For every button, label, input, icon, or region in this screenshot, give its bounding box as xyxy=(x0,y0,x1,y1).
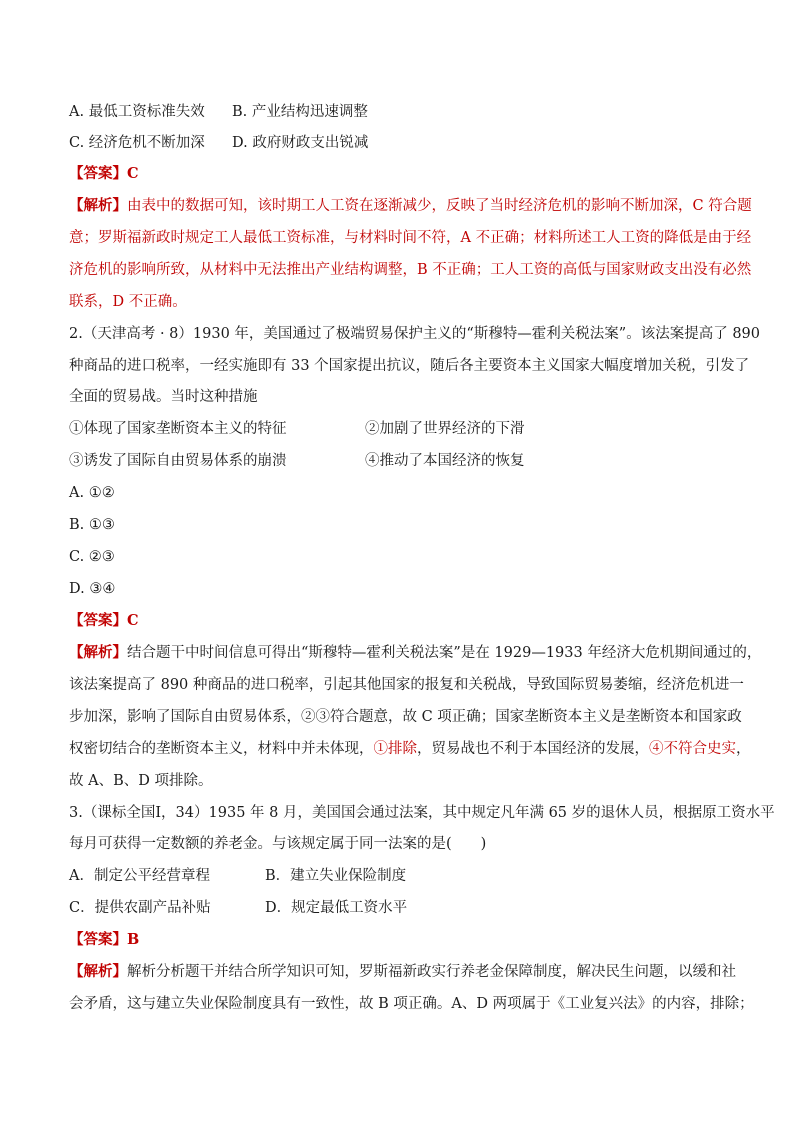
analysis-tag: 【解析】 xyxy=(69,644,127,661)
q3-analysis-line-2: 会矛盾，这与建立失业保险制度具有一致性，故 B 项正确。A、D 两项属于《工业复兴法》的内容，排除； xyxy=(69,996,754,1012)
answer-tag: 【答案】 xyxy=(69,612,127,629)
q1-option-c: C. 经济危机不断加深 xyxy=(69,135,205,151)
q1-option-d: D. 政府财政支出锐减 xyxy=(232,135,369,151)
q1-analysis-line-1: 【解析】由表中的数据可知，该时期工人工资在逐渐减少，反映了当时经济危机的影响不断加深，C 符合题 xyxy=(69,197,752,214)
q2-stem-line-3: 全面的贸易战。当时这种措施 xyxy=(69,389,258,405)
q3-option-a: A．制定公平经营章程 xyxy=(69,868,210,884)
analysis-tag: 【解析】 xyxy=(69,197,127,214)
q1-analysis-line-2: 意；罗斯福新政时规定工人最低工资标准，与材料时间不符，A 不正确；材料所述工人工资的降低是由于经 xyxy=(69,230,752,246)
q1-analysis-line-3: 济危机的影响所致，从材料中无法推出产业结构调整，B 不正确；工人工资的高低与国家财政支出没有必然 xyxy=(69,262,752,278)
q3-answer xyxy=(69,930,139,950)
q2-option-b: B. ①③ xyxy=(69,517,115,533)
answer-value: C xyxy=(127,165,139,182)
q2-option-a: A. ①② xyxy=(69,485,115,501)
q2-analysis-line-4: 权密切结合的垄断资本主义，材料中并未体现，①排除，贸易战也不利于本国经济的发展，④不符合史实， xyxy=(69,741,751,757)
q2-analysis-line-3: 步加深，影响了国际自由贸易体系，②③符合题意，故 C 项正确；国家垄断资本主义是垄断资本和国家政 xyxy=(69,709,742,725)
red-highlight: ①排除 xyxy=(373,741,417,757)
q2-answer xyxy=(69,611,139,631)
q1-options-row-2 xyxy=(69,133,369,153)
answer-tag: 【答案】 xyxy=(69,931,127,948)
q2-item-4: ④推动了本国经济的恢复 xyxy=(365,453,525,469)
q2-option-c: C. ②③ xyxy=(69,549,115,565)
q1-answer xyxy=(69,164,139,184)
q1-option-b: B. 产业结构迅速调整 xyxy=(232,104,368,120)
q2-stem-line-1: 2.（天津高考 · 8）1930 年，美国通过了极端贸易保护主义的“斯穆特—霍利关税法案”。该法案提高了 890 xyxy=(69,326,761,342)
q3-stem-line-1: 3.（课标全国Ⅰ，34）1935 年 8 月，美国国会通过法案，其中规定凡年满 65 岁的退休人员，根据原工资水平 xyxy=(69,805,775,821)
q1-option-a: A. 最低工资标准失效 xyxy=(69,104,205,120)
q3-option-c: C．提供农副产品补贴 xyxy=(69,900,211,916)
q2-stem-line-2: 种商品的进口税率，一经实施即有 33 个国家提出抗议，随后各主要资本主义国家大幅度增加关税，引发了 xyxy=(69,358,750,374)
q3-analysis-line-1: 【解析】解析分析题干并结合所学知识可知，罗斯福新政实行养老金保障制度，解决民生问题，以缓和社 xyxy=(69,963,736,980)
q1-options-row-1 xyxy=(69,102,368,122)
q2-option-d: D. ③④ xyxy=(69,581,116,597)
q2-analysis-line-2: 该法案提高了 890 种商品的进口税率，引起其他国家的报复和关税战，导致国际贸易萎缩，经济危机进一 xyxy=(69,677,744,693)
q1-analysis-line-4: 联系，D 不正确。 xyxy=(69,294,187,310)
q2-items-row-2 xyxy=(69,451,525,471)
q3-options-row-2 xyxy=(69,898,408,918)
red-highlight: ④不符合史实 xyxy=(649,741,736,757)
q3-options-row-1 xyxy=(69,866,407,886)
answer-value: B xyxy=(127,931,140,948)
q2-analysis-line-1: 【解析】结合题干中时间信息可得出“斯穆特—霍利关税法案”是在 1929—1933 年经济大危机期间通过的， xyxy=(69,644,762,661)
answer-tag: 【答案】 xyxy=(69,165,127,182)
q2-item-3: ③诱发了国际自由贸易体系的崩溃 xyxy=(69,453,287,469)
q2-items-row-1 xyxy=(69,419,525,439)
analysis-tag: 【解析】 xyxy=(69,963,127,980)
q3-option-b: B．建立失业保险制度 xyxy=(265,868,407,884)
q3-option-d: D．规定最低工资水平 xyxy=(265,900,408,916)
answer-value: C xyxy=(127,612,139,629)
q3-stem-line-2: 每月可获得一定数额的养老金。与该规定属于同一法案的是( ) xyxy=(69,836,487,852)
q2-item-1: ①体现了国家垄断资本主义的特征 xyxy=(69,421,287,437)
q2-analysis-line-5: 故 A、B、D 项排除。 xyxy=(69,773,213,789)
q2-item-2: ②加剧了世界经济的下滑 xyxy=(365,421,525,437)
